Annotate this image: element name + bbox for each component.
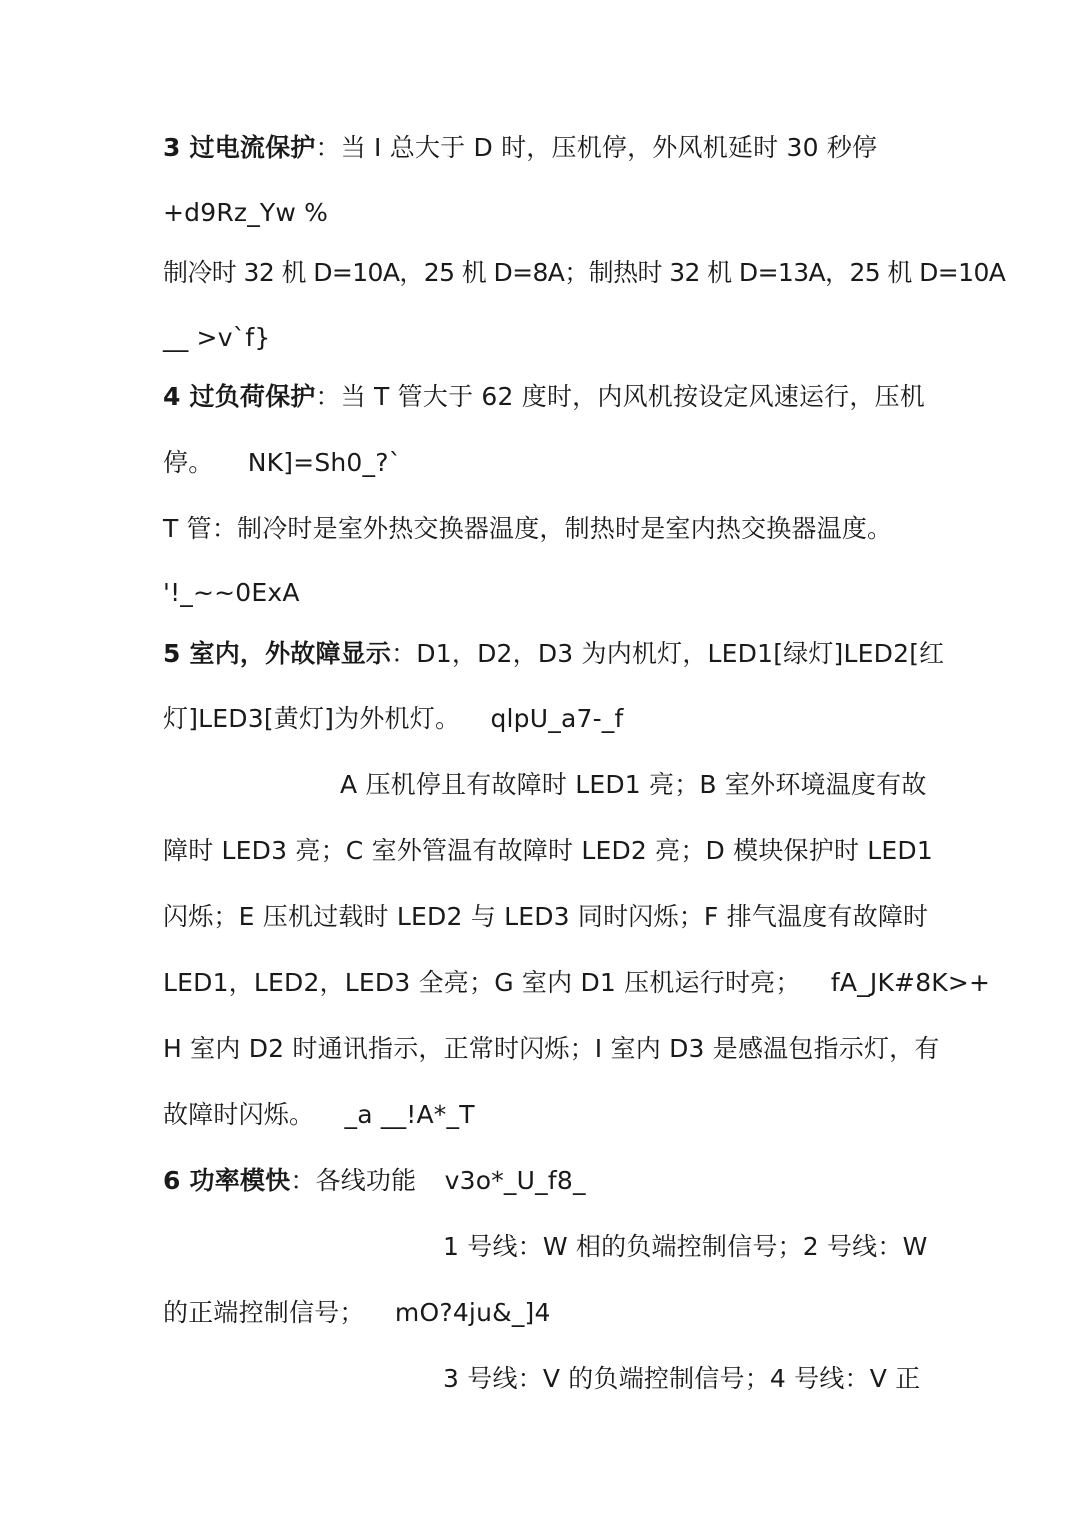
noise-text: fA_JK#8K>+	[830, 968, 991, 997]
section-5-heading-line	[163, 637, 945, 671]
section-5-continuation	[163, 702, 923, 736]
section-5-line-6	[163, 1098, 923, 1132]
section-3-heading-line	[163, 131, 923, 165]
noise-text: v3o*_U_f8_	[444, 1166, 586, 1195]
section-5-line-6-text: 故障时闪烁。	[163, 1100, 315, 1129]
section-5-line-4-text: LED1，LED2，LED3 全亮；G 室内 D1 压机运行时亮；	[163, 968, 801, 997]
section-6-line-2	[163, 1296, 923, 1330]
section-4-note: T 管：制冷时是室外热交换器温度，制热时是室内热交换器温度。	[163, 514, 893, 543]
section-6-line-2-text: 的正端控制信号；	[163, 1298, 365, 1327]
section-4-text: ：当 T 管大于 62 度时，内风机按设定风速运行，压机	[315, 382, 925, 411]
section-3-title: 3 过电流保护	[163, 133, 316, 162]
noise-text: _a __!A*_T	[344, 1100, 475, 1129]
noise-text: __ >v`f}	[163, 323, 271, 352]
section-6-line-1: 1 号线：W 相的负端控制信号；2 号线：W	[443, 1232, 928, 1261]
section-5-title: 5 室内，外故障显示	[163, 639, 392, 668]
section-5-line-3: 闪烁；E 压机过载时 LED2 与 LED3 同时闪烁；F 排气温度有故障时	[163, 902, 929, 931]
noise-text: +d9Rz_Yw %	[163, 198, 329, 227]
noise-text: mO?4ju&_]4	[394, 1298, 551, 1327]
section-6-title: 6 功率模快	[163, 1166, 291, 1195]
section-5-line-4	[163, 966, 991, 1000]
section-4-continuation	[163, 446, 923, 480]
section-5-text: ：D1，D2，D3 为内机灯，LED1[绿灯]LED2[红	[391, 639, 945, 668]
section-6-line-3: 3 号线：V 的负端控制信号；4 号线：V 正	[443, 1364, 921, 1393]
noise-text: NK]=Sh0_?`	[247, 448, 402, 477]
section-4-text-2: 停。	[163, 448, 214, 477]
section-5-text-2: 灯]LED3[黄灯]为外机灯。	[163, 704, 461, 733]
section-3-text: ：当 I 总大于 D 时，压机停，外风机延时 30 秒停	[315, 133, 878, 162]
section-5-line-1: A 压机停且有故障时 LED1 亮；B 室外环境温度有故	[340, 770, 927, 799]
section-5-line-2: 障时 LED3 亮；C 室外管温有故障时 LED2 亮；D 模块保护时 LED1	[163, 836, 933, 865]
section-4-heading-line	[163, 380, 923, 414]
noise-text: '!_~~0ExA	[163, 578, 300, 607]
section-4-title: 4 过负荷保护	[163, 382, 316, 411]
section-6-text: ：各线功能	[290, 1166, 417, 1195]
section-3-spec: 制冷时 32 机 D=10A，25 机 D=8A；制热时 32 机 D=13A，25 机 D=10A	[163, 258, 1006, 287]
noise-text: qlpU_a7-_f	[490, 704, 624, 733]
section-6-heading-line	[163, 1164, 923, 1198]
section-5-line-5: H 室内 D2 时通讯指示，正常时闪烁；I 室内 D3 是感温包指示灯，有	[163, 1034, 940, 1063]
